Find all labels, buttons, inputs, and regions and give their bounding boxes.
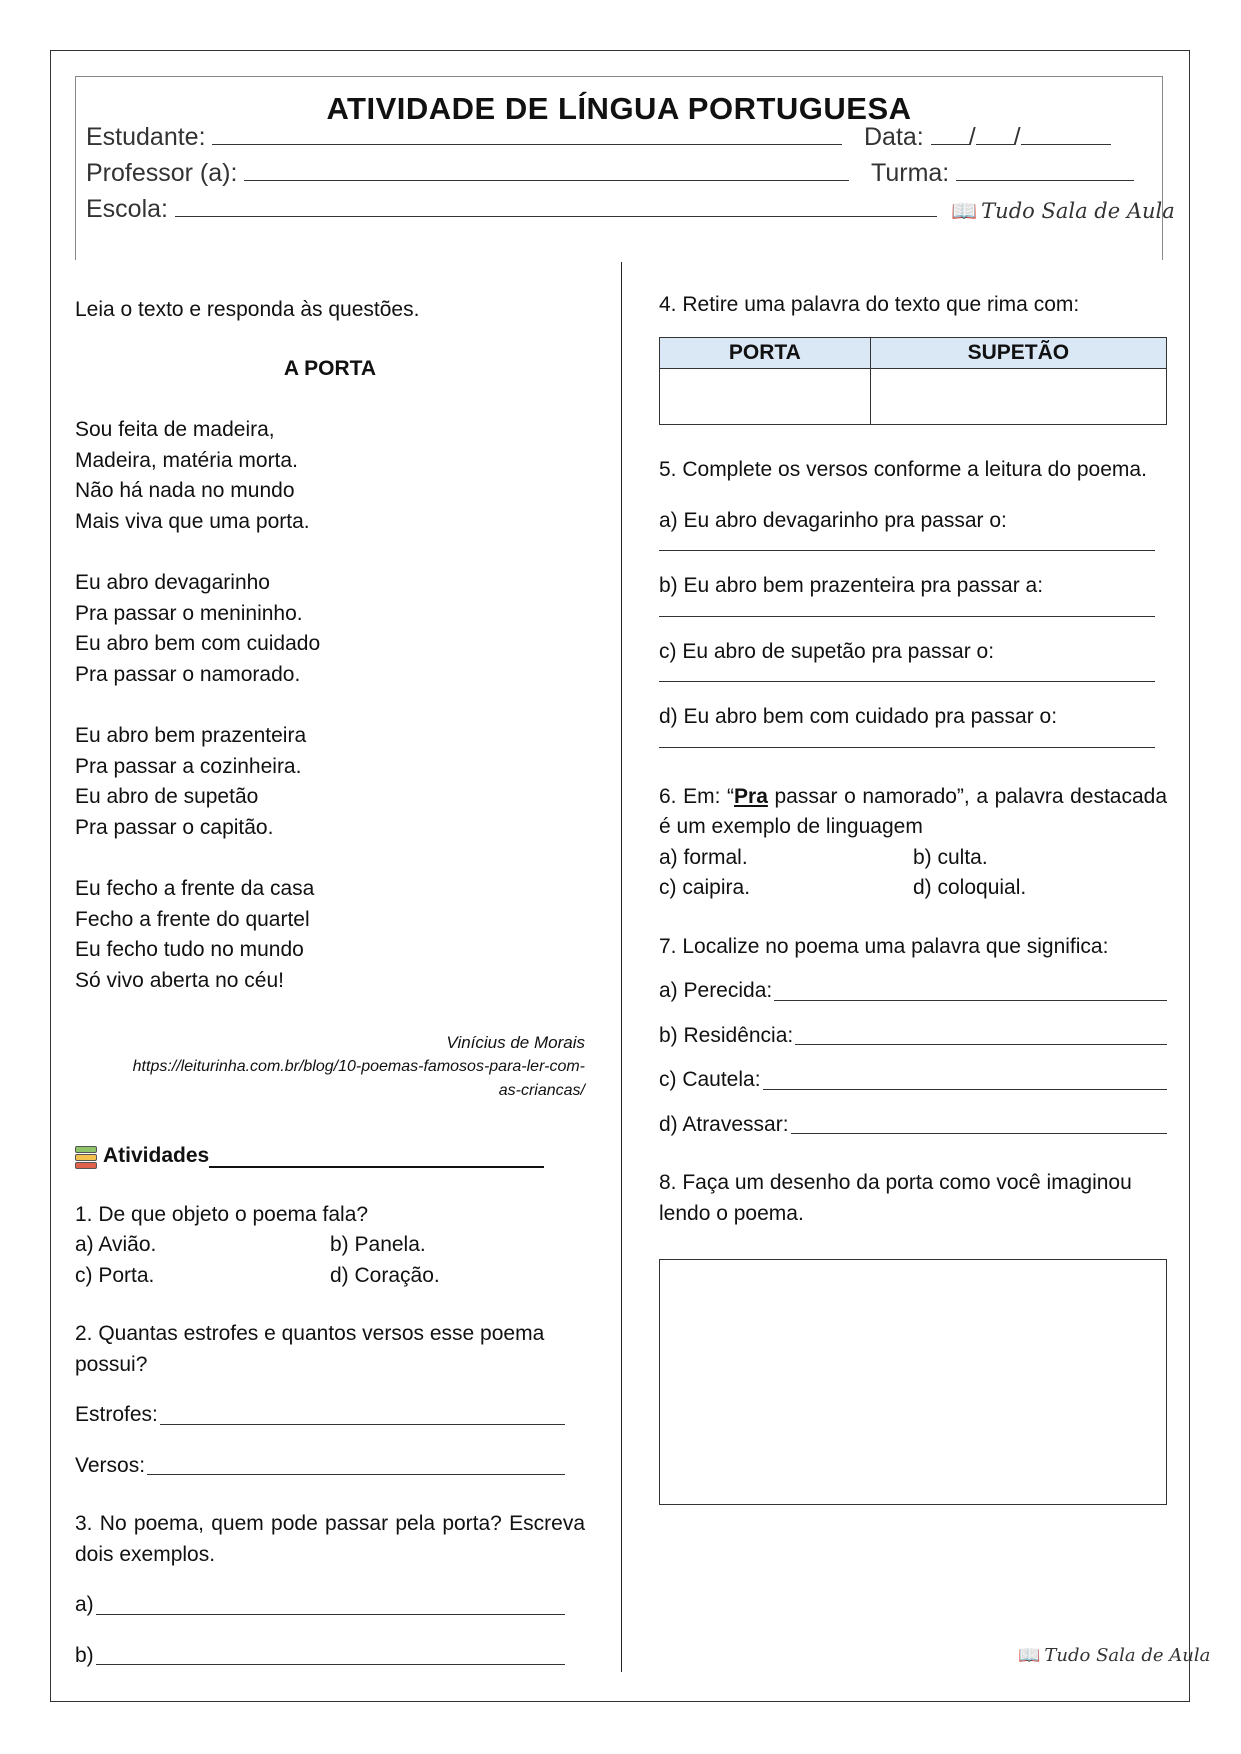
- answer-line-b[interactable]: [659, 602, 1155, 617]
- class-field[interactable]: [956, 158, 1134, 181]
- poem-verse: Não há nada no mundo: [75, 479, 295, 502]
- drawing-box[interactable]: [659, 1259, 1167, 1505]
- option-a[interactable]: a) formal.: [659, 845, 748, 869]
- stanzas-answer-row: [75, 1400, 565, 1431]
- question-3: [75, 1509, 585, 1671]
- rhyme-answer-supetao[interactable]: [870, 369, 1166, 425]
- answer-row-b: [75, 1641, 565, 1672]
- poem-author: Vinícius de Morais: [446, 1033, 585, 1052]
- question-text: 8. Faça um desenho da porta como você imaginou lendo o poema.: [659, 1171, 1132, 1225]
- activities-label: Atividades: [103, 1144, 210, 1167]
- date-year-field[interactable]: [1021, 122, 1111, 145]
- question-text: 7. Localize no poema uma palavra que significa:: [659, 934, 1109, 958]
- option-c[interactable]: c) caipira.: [659, 876, 751, 899]
- poem-verse: Eu fecho a frente da casa: [75, 877, 315, 900]
- class-row: [871, 158, 1134, 188]
- question-2: [75, 1319, 585, 1481]
- right-column: [659, 290, 1167, 1505]
- brand-logo: 📖 Tudo Sala de Aula: [951, 199, 1175, 223]
- instructions: Leia o texto e responda às questões.: [75, 298, 420, 321]
- school-row: [86, 194, 937, 224]
- worksheet-header: [75, 76, 1175, 260]
- poem-verse: Madeira, matéria morta.: [75, 448, 298, 472]
- answer-field-d[interactable]: [791, 1131, 1167, 1134]
- answer-label-a: a) Perecida:: [659, 979, 773, 1002]
- poem-credits: [75, 1031, 585, 1103]
- left-column: [75, 295, 585, 1671]
- poem-verse: Sou feita de madeira,: [75, 418, 275, 441]
- poem-verse: Eu abro bem prazenteira: [75, 724, 307, 747]
- poem-title: A PORTA: [283, 356, 377, 380]
- open-book-icon: 📖: [951, 199, 978, 223]
- rhyme-header-porta: PORTA: [660, 337, 871, 369]
- highlighted-word: Pra: [734, 784, 768, 808]
- poem-verse: Pra passar a cozinheira.: [75, 754, 302, 778]
- poem-verse: Eu abro devagarinho: [75, 571, 270, 594]
- question-text: 5. Complete os versos conforme a leitura do poema.: [659, 458, 1147, 481]
- answer-label-b: b): [75, 1643, 94, 1667]
- answer-line-a[interactable]: [659, 536, 1155, 551]
- poem-verse: Só vivo aberta no céu!: [75, 968, 284, 992]
- date-separator: /: [1013, 123, 1021, 151]
- source-url: https://leiturinha.com.br/blog/10-poemas-famosos-para-ler-com- as-criancas/: [132, 1058, 585, 1099]
- answer-field-a[interactable]: [96, 1612, 565, 1615]
- books-icon: [75, 1146, 97, 1172]
- answer-label-a: a): [75, 1593, 94, 1616]
- stanzas-label: Estrofes:: [75, 1403, 158, 1426]
- column-divider: [621, 262, 622, 1672]
- poem-verse: Pra passar o capitão.: [75, 815, 274, 839]
- prompt-b: b) Eu abro bem prazenteira pra passar a:: [659, 574, 1044, 597]
- school-field[interactable]: [175, 194, 937, 217]
- answer-field-b[interactable]: [96, 1662, 565, 1665]
- teacher-name-field[interactable]: [244, 158, 849, 181]
- prompt-d: d) Eu abro bem com cuidado pra passar o:: [659, 705, 1058, 728]
- class-label: Turma:: [871, 159, 950, 187]
- answer-field-b[interactable]: [795, 1042, 1167, 1045]
- heading-underline: [209, 1164, 544, 1168]
- teacher-label: Professor (a):: [86, 159, 238, 187]
- activities-heading: [75, 1141, 585, 1172]
- answer-label-b: b) Residência:: [659, 1023, 794, 1047]
- question-8: [659, 1168, 1167, 1505]
- question-text: 4. Retire uma palavra do texto que rima com:: [659, 293, 1080, 316]
- verses-label: Versos:: [75, 1453, 146, 1477]
- poem-verse: Mais viva que uma porta.: [75, 509, 310, 533]
- answer-label-d: d) Atravessar:: [659, 1112, 789, 1136]
- answer-row-b: [659, 1021, 1167, 1052]
- question-1: [75, 1200, 585, 1292]
- teacher-row: [86, 158, 849, 188]
- answer-row-d: [659, 1110, 1167, 1141]
- student-label: Estudante:: [86, 123, 206, 151]
- poem-verse: Eu fecho tudo no mundo: [75, 938, 304, 961]
- poem-verse: Pra passar o namorado.: [75, 662, 301, 686]
- poem-stanza: [75, 568, 585, 690]
- answer-line-d[interactable]: [659, 733, 1155, 748]
- prompt-a: a) Eu abro devagarinho pra passar o:: [659, 508, 1007, 532]
- verses-answer-field[interactable]: [147, 1472, 565, 1475]
- stanzas-answer-field[interactable]: [160, 1422, 565, 1425]
- date-day-field[interactable]: [931, 122, 969, 145]
- student-name-field[interactable]: [212, 122, 842, 145]
- option-c[interactable]: c) Porta.: [75, 1263, 155, 1287]
- poem-verse: Eu abro de supetão: [75, 785, 259, 808]
- poem-verse: Pra passar o menininho.: [75, 601, 303, 625]
- question-4: [659, 290, 1167, 425]
- answer-field-a[interactable]: [774, 998, 1167, 1001]
- date-label: Data:: [864, 123, 924, 151]
- question-7: [659, 932, 1167, 1141]
- rhyme-table: [659, 337, 1167, 426]
- date-month-field[interactable]: [976, 122, 1014, 145]
- school-label: Escola:: [86, 195, 168, 223]
- footer-logo: 📖 Tudo Sala de Aula: [1018, 1645, 1211, 1666]
- poem-stanza: [75, 874, 585, 996]
- verses-answer-row: [75, 1451, 565, 1482]
- poem-verse: Fecho a frente do quartel: [75, 907, 310, 931]
- prompt-c: c) Eu abro de supetão pra passar o:: [659, 639, 995, 663]
- question-text: 1. De que objeto o poema fala?: [75, 1202, 369, 1226]
- rhyme-answer-porta[interactable]: [660, 369, 871, 425]
- option-b[interactable]: b) Panela.: [330, 1233, 426, 1256]
- worksheet-title: ATIVIDADE DE LÍNGUA PORTUGUESA: [326, 91, 912, 126]
- answer-row-a: [75, 1590, 565, 1621]
- answer-field-c[interactable]: [763, 1087, 1167, 1090]
- date-separator: /: [968, 123, 976, 151]
- answer-line-c[interactable]: [659, 667, 1155, 682]
- question-text: 3. No poema, quem pode passar pela porta? Escreva dois exemplos.: [75, 1512, 585, 1566]
- poem-stanza: [75, 415, 585, 537]
- question-text: 6. Em: “Pra passar o namorado”, a palavra destacada é um exemplo de linguagem: [659, 784, 1167, 838]
- answer-row-c: [659, 1065, 1167, 1096]
- question-text: 2. Quantas estrofes e quantos versos esse poema possui?: [75, 1322, 545, 1376]
- option-d[interactable]: d) coloquial.: [913, 876, 1027, 899]
- answer-label-c: c) Cautela:: [659, 1068, 761, 1091]
- poem-verse: Eu abro bem com cuidado: [75, 632, 321, 655]
- question-6: [659, 782, 1167, 904]
- option-b[interactable]: b) culta.: [913, 845, 988, 869]
- rhyme-header-supetao: SUPETÃO: [870, 337, 1166, 369]
- option-d[interactable]: d) Coração.: [330, 1263, 440, 1287]
- student-row: [86, 122, 842, 152]
- poem-stanza: [75, 721, 585, 843]
- option-a[interactable]: a) Avião.: [75, 1233, 157, 1256]
- answer-row-a: [659, 976, 1167, 1007]
- open-book-icon: 📖: [1018, 1645, 1041, 1666]
- question-5: [659, 455, 1167, 748]
- date-row: [864, 122, 1111, 152]
